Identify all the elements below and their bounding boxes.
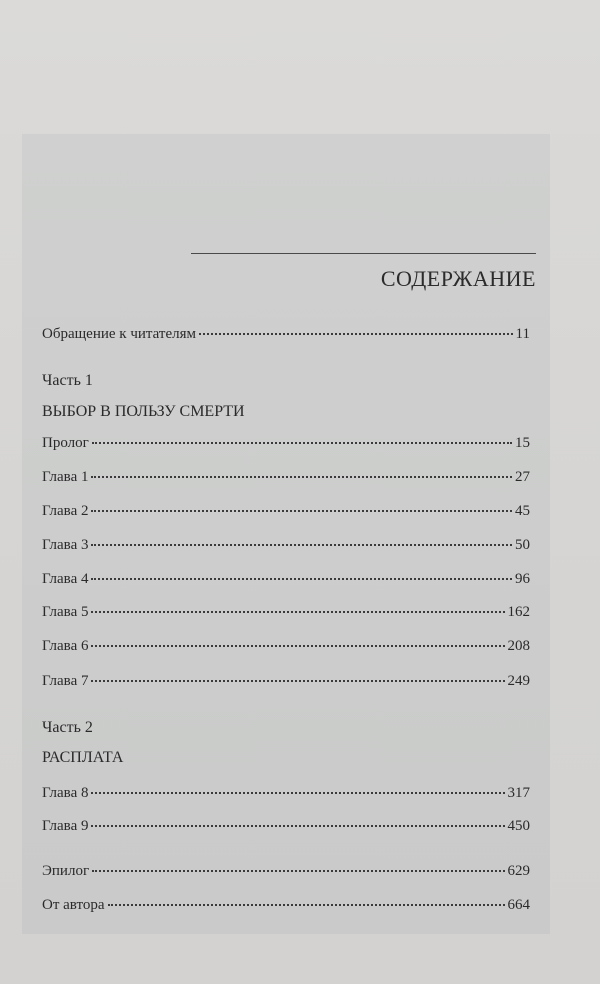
toc-entry-page: 249 xyxy=(507,673,530,689)
part-2-title: РАСПЛАТА xyxy=(42,749,124,766)
toc-entry-label: Глава 2 xyxy=(42,503,89,519)
toc-entry-chapter-6 xyxy=(42,638,530,662)
dot-leader xyxy=(91,645,504,647)
dot-leader xyxy=(91,792,504,794)
toc-entry-chapter-8 xyxy=(42,785,530,809)
toc-heading: СОДЕРЖАНИЕ xyxy=(380,266,536,291)
toc-entry-page: 664 xyxy=(507,897,530,913)
dot-leader xyxy=(91,510,512,512)
toc-entry-label: Глава 9 xyxy=(42,818,89,834)
toc-entry-chapter-7 xyxy=(42,673,530,697)
toc-entry-chapter-1 xyxy=(42,469,530,493)
toc-entry-label: Эпилог xyxy=(42,863,90,879)
toc-entry-prologue xyxy=(42,435,530,459)
toc-entry-page: 629 xyxy=(507,863,530,879)
toc-entry-chapter-2 xyxy=(42,503,530,527)
dot-leader xyxy=(91,611,504,613)
dot-leader xyxy=(91,476,512,478)
dot-leader xyxy=(199,333,513,335)
toc-entry-page: 317 xyxy=(507,785,530,801)
part-1-title: ВЫБОР В ПОЛЬЗУ СМЕРТИ xyxy=(42,403,245,420)
part-2-number: Часть 2 xyxy=(42,719,93,736)
toc-entry-label: Обращение к читателям xyxy=(42,326,196,342)
toc-entry-label: Глава 6 xyxy=(42,638,89,654)
toc-entry-chapter-3 xyxy=(42,537,530,561)
toc-entry-page: 162 xyxy=(507,604,530,620)
dot-leader xyxy=(91,680,504,682)
dot-leader xyxy=(91,578,512,580)
toc-entry-author-note xyxy=(42,897,530,921)
toc-entry-label: Глава 3 xyxy=(42,537,89,553)
toc-entry-label: Глава 5 xyxy=(42,604,89,620)
toc-entry-chapter-4 xyxy=(42,571,530,595)
toc-entry-intro xyxy=(42,326,530,350)
toc-entry-label: От автора xyxy=(42,897,105,913)
toc-entry-label: Глава 8 xyxy=(42,785,89,801)
toc-entry-page: 15 xyxy=(515,435,530,451)
toc-entry-page: 50 xyxy=(515,537,530,553)
toc-entry-label: Глава 1 xyxy=(42,469,89,485)
dot-leader xyxy=(92,870,504,872)
toc-entry-page: 450 xyxy=(507,818,530,834)
toc-entry-page: 11 xyxy=(515,326,530,342)
toc-entry-page: 27 xyxy=(515,469,530,485)
dot-leader xyxy=(91,825,504,827)
dot-leader xyxy=(92,442,512,444)
toc-entry-chapter-9 xyxy=(42,818,530,842)
toc-entry-page: 45 xyxy=(515,503,530,519)
page-text-block xyxy=(22,134,550,934)
toc-entry-label: Глава 4 xyxy=(42,571,89,587)
toc-entry-chapter-5 xyxy=(42,604,530,628)
toc-entry-label: Глава 7 xyxy=(42,673,89,689)
heading-rule xyxy=(191,253,536,254)
toc-entry-epilogue xyxy=(42,863,530,887)
toc-entry-page: 96 xyxy=(515,571,530,587)
dot-leader xyxy=(91,544,512,546)
toc-entry-label: Пролог xyxy=(42,435,89,451)
dot-leader xyxy=(108,904,505,906)
part-1-number: Часть 1 xyxy=(42,372,93,389)
toc-entry-page: 208 xyxy=(507,638,530,654)
